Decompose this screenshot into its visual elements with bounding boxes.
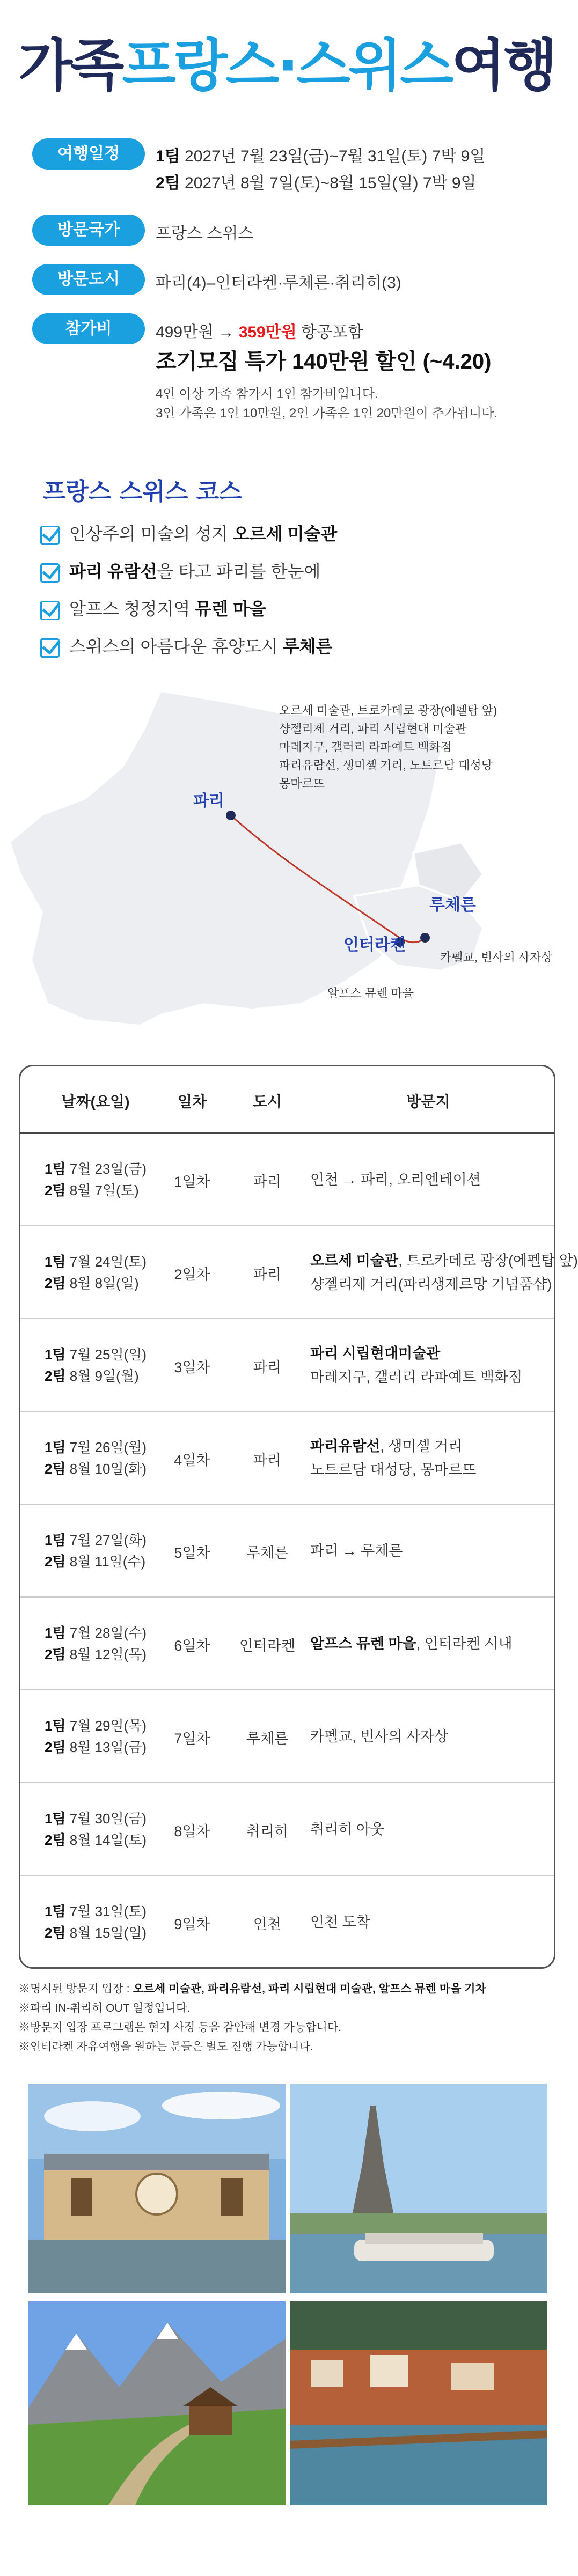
team2-date: 8월 13일(금) — [65, 1739, 147, 1755]
team2-label: 2팀 — [45, 1554, 66, 1570]
row-team1-date — [45, 1251, 147, 1272]
place-line — [310, 1817, 384, 1841]
note-3: ※방문지 입장 프로그램은 현지 사정 등을 감안해 변경 가능합니다. — [19, 2021, 341, 2034]
row-team2-date — [45, 1829, 147, 1851]
schedule-team1 — [156, 143, 485, 166]
row-places — [310, 1342, 522, 1389]
place-text: , 트로카데로 광장(에펠탑 앞) — [398, 1253, 578, 1269]
team2-label: 2팀 — [45, 1646, 66, 1662]
place-line — [310, 1632, 513, 1655]
team2-date: 8월 14일(토) — [65, 1832, 147, 1848]
row-team1-date — [45, 1344, 147, 1365]
row-day: 9일차 — [174, 1916, 210, 1932]
lucerne-label: 루체른 — [429, 896, 476, 914]
team2-date: 8월 12일(목) — [65, 1646, 147, 1662]
row-team1-date — [45, 1529, 147, 1551]
row-day: 7일차 — [174, 1731, 210, 1747]
interlaken-label: 인터라켄 — [343, 936, 406, 954]
paris-note: 몽마르뜨 — [279, 777, 325, 790]
course-highlight: 뮤렌 마을 — [195, 599, 266, 619]
row-day: 4일차 — [174, 1452, 210, 1468]
row-day: 3일차 — [174, 1359, 210, 1375]
table-header — [20, 1066, 554, 1134]
place-text: 인천 → 파리, 오리엔테이션 — [310, 1172, 481, 1188]
row-team1-date — [45, 1808, 147, 1829]
row-team1-date — [45, 1437, 147, 1458]
place-line — [310, 1539, 403, 1563]
place-text: 카펠교, 빈사의 사자상 — [310, 1728, 449, 1745]
place-line — [310, 1365, 522, 1389]
row-dates — [45, 1158, 147, 1201]
table-row — [20, 1598, 554, 1690]
header-day: 일차 — [177, 1093, 207, 1110]
team2-label: 2팀 — [45, 1275, 66, 1291]
place-line — [310, 1249, 578, 1272]
table-row — [20, 1690, 554, 1783]
team1-date: 7월 26일(월) — [65, 1439, 147, 1455]
row-places — [310, 1632, 513, 1655]
team1-label: 1팀 — [45, 1625, 66, 1641]
team2-label: 2팀 — [45, 1461, 66, 1477]
schedule-team1-label: 1팀 — [156, 148, 180, 165]
place-text: 취리히 아웃 — [310, 1821, 384, 1837]
paris-note: 오르세 미술관, 트로카데로 광장(에펠탑 앞) — [279, 704, 497, 717]
row-team1-date — [45, 1158, 147, 1180]
paris-label: 파리 — [193, 792, 224, 810]
row-places — [310, 1249, 578, 1296]
checkbox-icon — [40, 601, 60, 620]
team2-label: 2팀 — [45, 1182, 66, 1198]
row-team2-date — [45, 1644, 147, 1665]
place-line — [310, 1910, 370, 1934]
row-places — [310, 1817, 384, 1841]
place-text: , 생미셸 거리 — [380, 1438, 463, 1454]
row-team2-date — [45, 1365, 147, 1387]
row-city: 인터라켄 — [239, 1638, 296, 1654]
place-line — [310, 1725, 448, 1748]
place-text: 파리 → 루체른 — [310, 1543, 403, 1559]
team2-date: 8월 9일(월) — [65, 1368, 139, 1384]
team1-date: 7월 24일(토) — [65, 1254, 147, 1270]
table-row — [20, 1319, 554, 1412]
course-text: 알프스 청정지역 — [69, 599, 195, 619]
country-label: 방문국가 — [32, 215, 145, 246]
row-city: 루체른 — [246, 1731, 289, 1747]
place-line — [310, 1272, 578, 1296]
team1-date: 7월 27일(화) — [65, 1532, 147, 1548]
team2-label: 2팀 — [45, 1368, 66, 1384]
photo-lucerne-city — [290, 2301, 547, 2505]
table-row — [20, 1226, 578, 1319]
early-bird: 조기모집 특가 140만원 할인 (~4.20) — [156, 350, 492, 373]
course-item — [40, 520, 337, 545]
fee-sale: 359만원 — [238, 323, 297, 341]
fee-arrow: → — [214, 323, 239, 341]
row-team2-date — [45, 1551, 147, 1572]
paris-marker — [226, 811, 236, 820]
row-city: 인천 — [253, 1916, 282, 1932]
row-places — [310, 1434, 476, 1482]
notes — [19, 1979, 486, 2057]
row-team2-date — [45, 1272, 147, 1294]
team2-date: 8월 8일(일) — [65, 1275, 139, 1291]
row-places — [310, 1910, 370, 1934]
row-city: 파리 — [253, 1359, 282, 1375]
team1-label: 1팀 — [45, 1532, 66, 1548]
route-map — [0, 681, 574, 1057]
course-highlight: 파리 유람선 — [69, 562, 157, 581]
place-text: , 인터라켄 시내 — [416, 1636, 513, 1652]
course-text: 인상주의 미술의 성지 — [69, 524, 233, 543]
note-1-text: ※명시된 방문지 입장 : — [19, 1983, 133, 1995]
row-day: 5일차 — [174, 1545, 210, 1561]
place-line — [310, 1458, 476, 1482]
place-line — [310, 1342, 522, 1365]
row-day: 2일차 — [174, 1267, 210, 1283]
photo-orsay-museum — [28, 2084, 286, 2293]
lucerne-note: 카펠교, 빈사의 사자상 — [440, 951, 553, 964]
team1-label: 1팀 — [45, 1346, 66, 1363]
cities-label: 방문도시 — [32, 264, 145, 295]
course-text: 을 타고 파리를 한눈에 — [157, 562, 321, 581]
team2-label: 2팀 — [45, 1739, 66, 1755]
team1-label: 1팀 — [45, 1718, 66, 1734]
place-text: 인천 도착 — [310, 1914, 370, 1930]
row-dates — [45, 1251, 147, 1294]
course-item — [40, 558, 320, 583]
team1-date: 7월 25일(일) — [65, 1346, 147, 1363]
place-highlight: 파리 시립현대미술관 — [310, 1345, 441, 1361]
table-row — [20, 1783, 554, 1876]
checkbox-icon — [40, 526, 60, 545]
place-highlight: 알프스 뮤렌 마을 — [310, 1636, 416, 1652]
row-dates — [45, 1901, 147, 1944]
row-dates — [45, 1808, 147, 1851]
team1-label: 1팀 — [45, 1161, 66, 1177]
checkbox-icon — [40, 563, 60, 583]
row-team2-date — [45, 1458, 147, 1480]
team1-label: 1팀 — [45, 1810, 66, 1827]
course-highlight: 오르세 미술관 — [232, 524, 338, 543]
team1-date: 7월 28일(수) — [65, 1625, 147, 1641]
paris-note: 파리유람선, 생미셸 거리, 노트르담 대성당 — [279, 759, 493, 772]
team2-label: 2팀 — [45, 1925, 66, 1941]
table-row — [20, 1876, 554, 1969]
schedule-team1-dates: 2027년 7월 23일(금)~7월 31일(토) 7박 9일 — [180, 148, 486, 165]
row-team1-date — [45, 1715, 147, 1736]
schedule-label: 여행일정 — [32, 138, 145, 170]
team2-date: 8월 15일(일) — [65, 1925, 147, 1941]
row-team2-date — [45, 1922, 147, 1944]
row-dates — [45, 1344, 147, 1387]
header-place: 방문지 — [406, 1093, 450, 1110]
course-item — [40, 595, 266, 620]
note-2: ※파리 IN-취리히 OUT 일정입니다. — [19, 2002, 191, 2014]
course-title: 프랑스 스위스 코스 — [43, 478, 242, 505]
team1-label: 1팀 — [45, 1439, 66, 1455]
place-highlight: 파리유람선 — [310, 1438, 381, 1454]
row-team1-date — [45, 1901, 147, 1922]
team2-date: 8월 10일(화) — [65, 1461, 147, 1477]
row-dates — [45, 1622, 147, 1665]
row-places — [310, 1725, 448, 1748]
fee-note-1: 4인 이상 가족 참가시 1인 참가비입니다. — [156, 387, 378, 401]
course-item — [40, 633, 332, 658]
photo-eiffel-tower-cruise — [290, 2084, 547, 2293]
title-part-countries: 프랑스·스위스 — [122, 33, 452, 98]
team1-label: 1팀 — [45, 1903, 66, 1919]
photo-murren-village — [28, 2301, 286, 2505]
fee-suffix: 항공포함 — [296, 323, 363, 341]
checkbox-icon — [40, 638, 60, 658]
place-line — [310, 1434, 476, 1458]
row-day: 8일차 — [174, 1823, 210, 1839]
row-dates — [45, 1715, 147, 1758]
header-date: 날짜(요일) — [61, 1093, 130, 1110]
paris-notes — [279, 702, 497, 793]
note-4: ※인터라켄 자유여행을 원하는 분들은 별도 진행 가능합니다. — [19, 2041, 313, 2053]
place-line — [310, 1168, 481, 1191]
itinerary-table — [19, 1065, 578, 1969]
paris-note: 샹젤리제 거리, 파리 시립현대 미술관 — [279, 722, 467, 735]
schedule-team2-label: 2팀 — [156, 174, 180, 192]
course-text: 스위스의 아름다운 휴양도시 — [69, 637, 283, 656]
row-places — [310, 1539, 403, 1563]
fee-price — [156, 319, 363, 342]
team1-label: 1팀 — [45, 1254, 66, 1270]
place-text: 마레지구, 갤러리 라파예트 백화점 — [310, 1369, 523, 1385]
note-1 — [19, 1979, 486, 1999]
team1-date: 7월 31일(토) — [65, 1903, 147, 1919]
row-team1-date — [45, 1622, 147, 1644]
fee-original: 499만원 — [156, 323, 214, 341]
interlaken-note: 알프스 뮤렌 마을 — [327, 987, 414, 1000]
place-text: 노트르담 대성당, 몽마르뜨 — [310, 1462, 477, 1478]
header-city: 도시 — [252, 1093, 282, 1110]
row-city: 파리 — [253, 1267, 282, 1283]
team2-label: 2팀 — [45, 1832, 66, 1848]
country-value: 프랑스 스위스 — [156, 225, 254, 242]
row-team2-date — [45, 1736, 147, 1758]
row-city: 루체른 — [246, 1545, 289, 1561]
row-city: 파리 — [253, 1452, 282, 1468]
schedule-team2 — [156, 170, 477, 193]
place-highlight: 오르세 미술관 — [310, 1253, 398, 1269]
team1-date: 7월 23일(금) — [65, 1161, 147, 1177]
row-city: 파리 — [253, 1174, 282, 1190]
row-city: 취리히 — [246, 1823, 289, 1839]
paris-note: 마레지구, 갤러리 라파예트 백화점 — [279, 740, 452, 754]
page-title — [0, 33, 574, 98]
note-1-highlight: 오르세 미술관, 파리유람선, 파리 시립현대 미술관, 알프스 뮤렌 마을 기차 — [133, 1983, 486, 1995]
title-part-trip: 여행 — [451, 33, 555, 98]
team2-date: 8월 11일(수) — [65, 1554, 146, 1570]
table-row — [20, 1412, 554, 1505]
row-day: 6일차 — [174, 1638, 210, 1654]
row-dates — [45, 1437, 147, 1480]
row-day: 1일차 — [174, 1174, 210, 1190]
table-row — [20, 1134, 554, 1226]
place-text: 샹젤리제 거리(파리생제르망 기념품샵) — [310, 1276, 552, 1292]
row-places — [310, 1168, 481, 1191]
schedule-team2-dates: 2027년 8월 7일(토)~8월 15일(일) 7박 9일 — [180, 174, 477, 192]
team2-date: 8월 7일(토) — [65, 1182, 139, 1198]
lucerne-marker — [420, 933, 430, 943]
table-row — [20, 1505, 554, 1598]
team1-date: 7월 30일(금) — [65, 1810, 147, 1827]
row-dates — [45, 1529, 147, 1572]
title-part-family: 가족 — [18, 33, 122, 98]
fee-label: 참가비 — [32, 313, 145, 344]
cities-value: 파리(4)–인터라켄·루체른·취리히(3) — [156, 274, 401, 292]
team1-date: 7월 29일(목) — [65, 1718, 147, 1734]
course-highlight: 루체른 — [282, 637, 333, 656]
fee-note-2: 3인 가족은 1인 10만원, 2인 가족은 1인 20만원이 추가됩니다. — [156, 406, 498, 421]
row-team2-date — [45, 1180, 147, 1201]
